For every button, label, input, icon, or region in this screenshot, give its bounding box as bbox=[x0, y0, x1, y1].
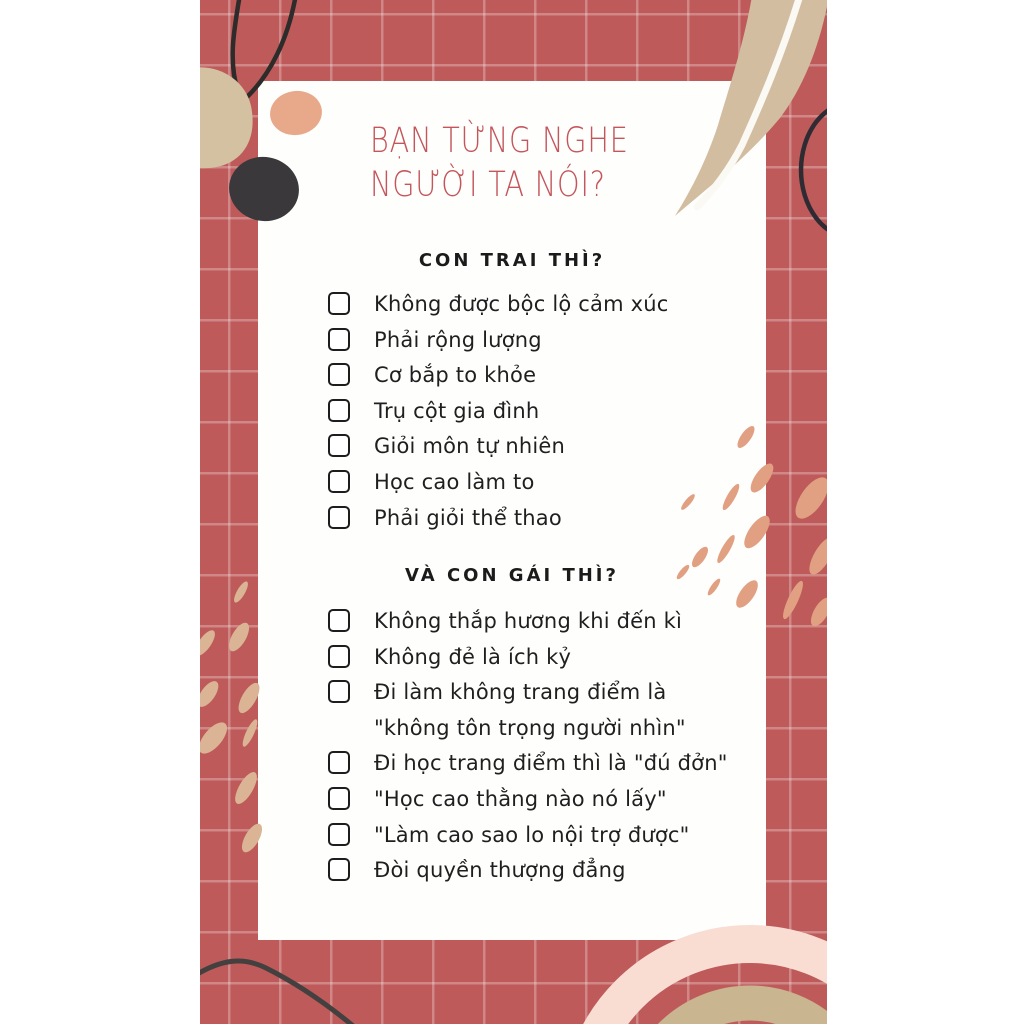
checkbox-icon[interactable] bbox=[328, 858, 350, 881]
checklist-item bbox=[328, 501, 752, 537]
petal-icon bbox=[200, 678, 222, 711]
checklist-item-label: Đi học trang điểm thì là "đú đởn" bbox=[374, 751, 728, 776]
checklist-item bbox=[328, 746, 752, 782]
checklist-item-label: Đi làm không trang điểm là "không tôn trọng người nhìn" bbox=[374, 680, 686, 740]
arc-icon bbox=[579, 944, 827, 1024]
checklist-item-label: Không đẻ là ích kỷ bbox=[374, 644, 572, 669]
checklist-item bbox=[328, 287, 752, 323]
checkbox-icon[interactable] bbox=[328, 399, 350, 422]
poster-title bbox=[370, 119, 629, 207]
checklist-item-label: Không được bộc lộ cảm xúc bbox=[374, 292, 669, 316]
checkbox-icon[interactable] bbox=[328, 328, 350, 351]
checkbox-icon[interactable] bbox=[328, 470, 350, 493]
petal-icon bbox=[789, 472, 827, 524]
checklist-item-label: Không thắp hương khi đến kì bbox=[374, 609, 683, 633]
petal-icon bbox=[225, 620, 253, 655]
checklist-item bbox=[328, 853, 752, 889]
petal-icon bbox=[780, 579, 807, 621]
checklist-item-label: Phải giỏi thể thao bbox=[374, 505, 562, 530]
petal-icon bbox=[231, 769, 261, 807]
petal-icon bbox=[232, 580, 251, 605]
checklist-item-label: "Học cao thằng nào nó lấy" bbox=[374, 786, 667, 811]
arc-icon bbox=[638, 1003, 827, 1024]
rainbow-arcs bbox=[579, 944, 827, 1024]
checklist-item bbox=[328, 675, 752, 746]
checklist-item bbox=[328, 465, 752, 501]
arc-icon bbox=[801, 102, 827, 238]
checkbox-icon[interactable] bbox=[328, 292, 350, 315]
checklist-item bbox=[328, 640, 752, 676]
petal-icon bbox=[807, 595, 827, 630]
petal-icon bbox=[805, 534, 827, 578]
checklist-item-label: Đòi quyền thượng đẳng bbox=[374, 858, 626, 883]
checklist-card bbox=[258, 81, 766, 940]
checkbox-icon[interactable] bbox=[328, 823, 350, 846]
petal-icon bbox=[200, 718, 232, 759]
checkbox-icon[interactable] bbox=[328, 434, 350, 457]
blob-icon bbox=[200, 67, 253, 168]
title-line-2: NGƯỜI TA NÓI? bbox=[370, 165, 606, 205]
checklist-item bbox=[328, 818, 752, 854]
checklist-item-label: Học cao làm to bbox=[374, 469, 535, 494]
checkbox-icon[interactable] bbox=[328, 680, 350, 703]
checklist-item bbox=[328, 358, 752, 394]
checklist-item bbox=[328, 323, 752, 359]
petal-cluster-left bbox=[200, 580, 266, 856]
section-header-boys: CON TRAI THÌ? bbox=[418, 250, 606, 271]
checkbox-icon[interactable] bbox=[328, 645, 350, 668]
thread-curve-icon bbox=[233, 0, 240, 92]
checklist-item-label: Trụ cột gia đình bbox=[374, 398, 540, 423]
section-header-girls: VÀ CON GÁI THÌ? bbox=[405, 565, 619, 586]
checkbox-icon[interactable] bbox=[328, 751, 350, 774]
wave-icon bbox=[200, 961, 358, 1024]
checklist-item bbox=[328, 394, 752, 430]
petal-icon bbox=[200, 627, 219, 658]
title-line-1: BẠN TỪNG NGHE bbox=[370, 121, 629, 161]
checklist-item-label: Cơ bắp to khỏe bbox=[374, 363, 537, 388]
checklist-item-label: Phải rộng lượng bbox=[374, 327, 542, 352]
checklist-girls bbox=[328, 604, 752, 889]
poster-background bbox=[200, 0, 827, 1024]
checklist-boys bbox=[328, 287, 752, 536]
checklist-item-label: "Làm cao sao lo nội trợ được" bbox=[374, 822, 690, 847]
checklist-item bbox=[328, 782, 752, 818]
checklist-item bbox=[328, 604, 752, 640]
checklist-item bbox=[328, 429, 752, 465]
checkbox-icon[interactable] bbox=[328, 506, 350, 529]
checkbox-icon[interactable] bbox=[328, 609, 350, 632]
checkbox-icon[interactable] bbox=[328, 363, 350, 386]
checklist-item-label: Giỏi môn tự nhiên bbox=[374, 434, 566, 459]
checkbox-icon[interactable] bbox=[328, 787, 350, 810]
petal-icon bbox=[240, 718, 260, 749]
